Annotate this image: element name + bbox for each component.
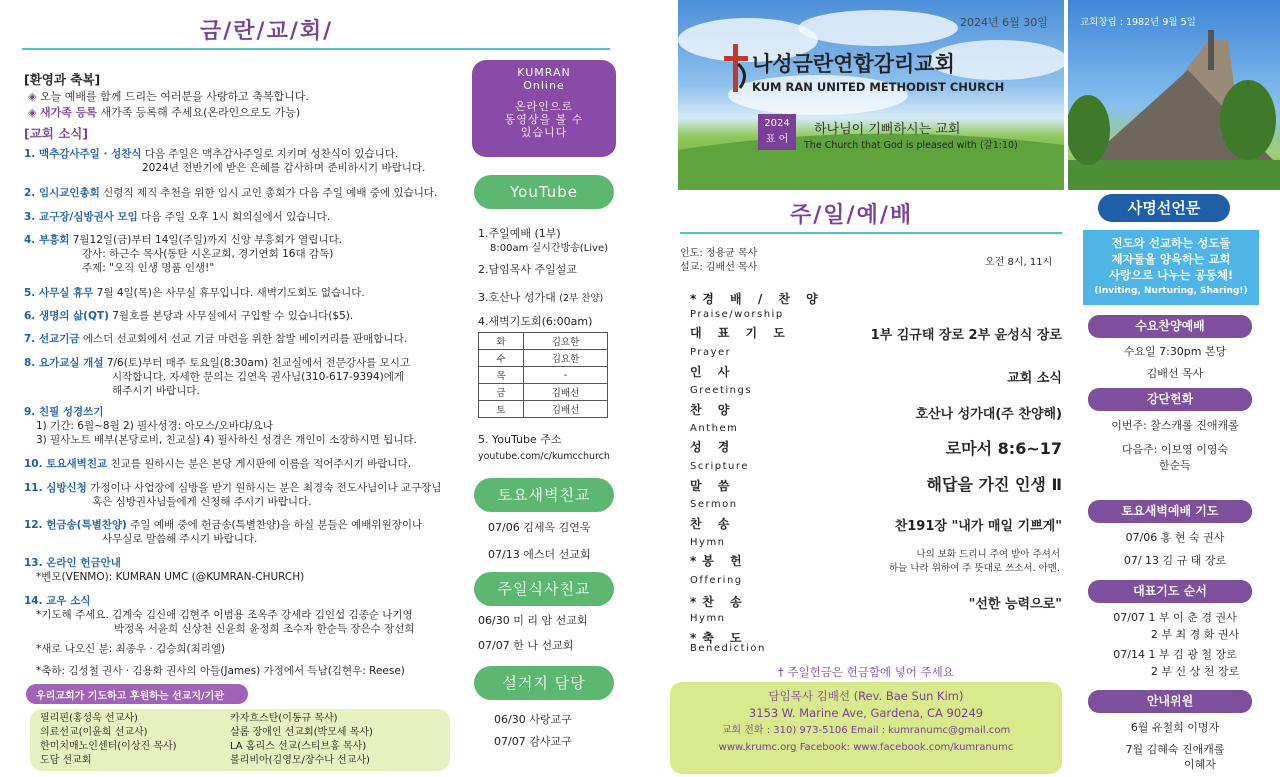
order-praise: *경 배 / 찬 양 (690, 292, 824, 306)
new-family-text: 새가족 등록해 주세요(온라인으로도 가능) (100, 106, 301, 119)
motto-en: The Church that God is pleased with (갈1:10) (804, 140, 1018, 151)
hero-banner (678, 0, 1064, 190)
title-divider (22, 48, 610, 50)
news-item-12: 12. 헌금송(특별찬양) 주일 예배 중에 헌금송(특별찬양)을 하실 분들은 예배위원장이나 사무실로 말씀해 주시기 바랍니다. (24, 519, 423, 545)
pulpit-flowers-pill: 강단헌화 (1088, 388, 1252, 411)
church-name-en: KUM RAN UNITED METHODIST CHURCH (752, 80, 1005, 94)
news-item-11: 11. 심방신청 가정이나 사업장에 심방을 받기 원하시는 분은 최경숙 전도사님이나 교구장님 혹은 심방권사님들에게 신청해 주시기 바랍니다. (24, 482, 442, 508)
order-sermon-value: 해답을 가진 인생 Ⅱ (926, 475, 1062, 494)
diamond-icon: ◈ (28, 90, 37, 103)
rep-prayer-pill: 대표기도 순서 (1088, 580, 1252, 603)
new-family-label: 새가족 등록 (39, 106, 97, 119)
offering-note: † 주일헌금은 헌금함에 넣어 주세요 (778, 665, 954, 679)
yt-item-5: 5. YouTube 주소 (478, 433, 562, 446)
order-prayer-value: 1부 김규태 장로 2부 윤성식 장로 (870, 328, 1062, 343)
worship-divider (680, 232, 1062, 234)
order-anthem: 찬 양 (690, 403, 736, 417)
yt-item-2: 2.담임목사 주일설교 (478, 263, 577, 276)
news-item-10: 10. 토요새벽친교 친교를 원하시는 분은 본당 게시판에 이름을 적어주시기 바랍니다. (24, 458, 412, 470)
news-item-14: 14. 교우 소식 *기도해 주세요. 김계숙 김신애 김현주 이범용 조옥주 강세라 김인섭 김종순 나기영 박정옥 서윤희 신상천 신윤희 윤정희 조수자 한순득 장은수 장선희 (24, 595, 415, 635)
lunch-fellowship-pill: 주일식사친교 (474, 572, 614, 606)
rep-prayer-1: 07/07 1 부 이 춘 경 권사 (1113, 611, 1237, 624)
order-sub: Offering (690, 575, 743, 586)
table-row: 목 - (479, 367, 608, 384)
table-row: 금 김배선 (479, 384, 608, 401)
news-heading: [교회 소식] (24, 126, 89, 141)
congrats: *축하: 김성철 권사 · 김용화 권사의 아들(James) 가정에서 득남(김현우: Reese) (36, 665, 405, 677)
missionary-col-right (230, 712, 373, 768)
church-name: 나성금란연합감리교회 (752, 52, 955, 76)
ushers-july-2: 이혜자 (1184, 758, 1216, 771)
kumran-title2: Online (523, 79, 565, 92)
wed-worship-time: 수요일 7:30pm 본당 (1123, 345, 1227, 358)
order-prayer: 대 표 기 도 (690, 326, 791, 340)
ushers-july: 7월 김혜숙 진애캐롤 (1125, 743, 1225, 756)
senior-pastor: 담임목사 김배선 (Rev. Bae Sun Kim) (768, 689, 964, 703)
order-scripture: 성 경 (690, 440, 736, 454)
missionary-item: 도담 선교회 (40, 755, 92, 766)
order-sub: Hymn (690, 537, 726, 548)
kumran-online-box (472, 60, 616, 157)
missionary-item: 볼리비아(김영모/장수나 선교사) (230, 755, 370, 766)
news-item-1: 1. 맥추감사주일 · 성찬식 다음 주일은 맥추감사주일로 지키며 성찬식이 있습니다. 2024년 전반기에 받은 은혜를 감사하며 준비하시기 바랍니다. (24, 148, 426, 174)
lunch-1: 06/30 미 리 암 선교회 (478, 614, 588, 627)
order-sub: Scripture (690, 461, 749, 472)
church-building-photo (1068, 0, 1280, 190)
worship-title: 주/일/예/배 (790, 203, 914, 228)
news-item-7: 7. 선교기금 에스더 선교회에서 선교 기금 마련을 위한 참발 베이커리를 판매합니다. (24, 333, 408, 345)
dish-1: 06/30 사랑교구 (494, 713, 572, 726)
dawn-prayer-table (478, 332, 608, 418)
pulpit-this-week: 이번주: 찰스캐롤 진애캐롤 (1111, 419, 1239, 432)
church-address: 3153 W. Marine Ave, Gardena, CA 90249 (748, 706, 984, 720)
missionary-item: 의료선교(이윤희 선교사) (40, 727, 148, 738)
yt-item-3: 3.호산나 성가대 (2부 찬양) (478, 291, 604, 304)
mission-statement-head: 사명선언문 (1098, 194, 1230, 222)
news-item-13: 13. 온라인 헌금안내 *벤모(VENMO): KUMRAN UMC (@KUMRAN-CHURCH) (24, 557, 305, 583)
order-closing-hymn: *찬 송 (690, 595, 748, 609)
motto: 하나님이 기뻐하시는 교회 (814, 122, 961, 137)
sat-fellowship-2: 07/13 에스더 선교회 (488, 548, 591, 561)
order-sub: Greetings (690, 385, 753, 396)
welcome-text: 오늘 예배를 함께 드리는 여러분을 사랑하고 축복합니다. (39, 90, 309, 103)
order-sub: Anthem (690, 423, 739, 434)
order-sub: Benediction (690, 643, 766, 654)
missionary-item: 한미치매노인센터(이상진 목사) (40, 741, 177, 752)
church-web-link[interactable]: www.krumc.org Facebook: www.facebook.com/kumranumc (718, 742, 1014, 753)
order-benediction: *축 도 (690, 631, 748, 645)
dishwashing-pill: 설거지 담당 (474, 666, 614, 700)
sat-prayer-1: 07/06 홍 현 숙 권사 (1125, 531, 1225, 544)
rep-prayer-4: 2 부 신 상 천 장로 (1150, 665, 1240, 678)
offering-prayer: 나의 보화 드리니 주여 받아 주셔서 하늘 나라 위하여 주 뜻대로 쓰소서. 아멘. (889, 549, 1060, 574)
news-item-8: 8. 요가교실 개설 7/6(토)부터 매주 토요일(8:30am) 친교실에서 전문강사를 모시고 시작합니다. 자세한 문의는 김연옥 권사님(310-617-9394)에게 해주시기 바랍니다. (24, 357, 411, 397)
missionary-item: 살롬 장애인 선교회(박모세 목사) (230, 727, 373, 738)
news-item-4: 4. 부흥회 7월12일(금)부터 14일(주일)까지 신앙 부흥회가 열립니다. 강사: 하근수 목사(동탄 시온교회, 경기연회 16대 감독) 주제: "오직 인생 명품 인생!" (24, 234, 343, 274)
ushers-june: 6월 유철희 이명자 (1130, 721, 1220, 734)
order-offering: *봉 헌 (690, 554, 748, 568)
table-row: 수 김요한 (479, 350, 608, 367)
worship-time: 오전 8시, 11시 (985, 257, 1053, 268)
kumran-text: 있습니다 (520, 126, 568, 139)
news-item-9: 9. 친필 성경쓰기 1) 기간: 6월~8월 2) 필사성경: 아모스/오바댜/요나 3) 필사노트 배부(본당로비, 친교실) 4) 필사하신 성경은 개인이 소장하시면 됩니다. (24, 406, 417, 446)
missionary-list (30, 709, 450, 771)
wed-worship-pill: 수요찬양예배 (1088, 315, 1252, 338)
mission-statement: 전도와 선교하는 성도들 제자들을 양육하는 교회 사랑으로 나누는 공동체! (Inviting, Nurturing, Sharing!) (1083, 230, 1259, 305)
missionary-item: 카자흐스탄(이동규 목사) (230, 713, 338, 724)
sat-fellowship-pill: 토요새벽친교 (474, 478, 614, 512)
welcome-line1 (28, 88, 309, 104)
pulpit-next-week-2: 한순득 (1159, 459, 1191, 472)
kumran-text: 동영상을 볼 수 (504, 113, 584, 126)
church-building-image (1068, 0, 1280, 190)
left-title: 금/란/교/회/ (200, 19, 334, 44)
order-closing-hymn-value: "선한 능력으로" (968, 597, 1062, 612)
table-row: 토 김배선 (479, 401, 608, 418)
order-hymn-value: 찬191장 "내가 매일 기쁘게" (894, 519, 1062, 534)
kumran-title: KUMRAN (517, 66, 571, 79)
pulpit-next-week: 다음주: 이보영 이영숙 (1121, 443, 1229, 456)
order-sub: Hymn (690, 613, 726, 624)
bulletin-date: 2024년 6월 30일 (960, 16, 1048, 29)
leader: 인도: 정용균 목사 (680, 248, 758, 259)
lunch-2: 07/07 한 나 선교회 (478, 639, 574, 652)
preacher: 설교: 김배선 목사 (680, 262, 758, 273)
welcome-line2 (28, 104, 300, 120)
church-contact-box (670, 682, 1062, 774)
news-item-5: 5. 사무실 휴무 7월 4일(목)은 사무실 휴무입니다. 새벽기도회도 없습니다. (24, 287, 365, 299)
missionary-item: 필리핀(홍성욱 선교사) (40, 713, 138, 724)
rep-prayer-3: 07/14 1 부 김 광 철 장로 (1113, 648, 1237, 661)
order-hymn: 찬 송 (690, 517, 736, 531)
worship-leaders (680, 247, 757, 275)
youtube-pill: YouTube (474, 175, 614, 209)
order-sub: Sermon (690, 499, 738, 510)
news-item-6: 6. 생명의 삶(QT) 7월호를 본당과 사무실에서 구입할 수 있습니다($5). (24, 310, 354, 322)
church-contact: 교회 전화 : 310) 973-5106 Email : kumranumc@gmail.com (721, 725, 1011, 736)
sat-fellowship-1: 07/06 김세옥 김연욱 (488, 521, 591, 534)
order-greetings-value: 교회 소식 (1007, 371, 1062, 386)
order-anthem-value: 호산나 성가대(주 찬양해) (915, 407, 1062, 422)
dish-2: 07/07 감사교구 (494, 735, 572, 748)
sat-prayer-2: 07/ 13 김 규 태 장로 (1123, 554, 1227, 567)
rep-prayer-2: 2 부 최 경 화 권사 (1150, 628, 1240, 641)
table-row: 화 김요한 (479, 333, 608, 350)
motto-badge: 2024 표 어 (758, 114, 796, 150)
news-item-2: 2. 임시교인총회 신령직 제직 추천을 위한 임시 교인 총회가 다음 주일 예배 중에 있습니다. (24, 187, 438, 199)
yt-item-4: 4.새벽기도회(6:00am) (478, 315, 593, 328)
order-sub: Prayer (690, 347, 732, 358)
ushers-pill: 안내위원 (1088, 690, 1252, 713)
order-sub: Praise/worship (690, 309, 784, 320)
wed-worship-pastor: 김배선 목사 (1146, 367, 1204, 380)
founded-date: 교회창립 : 1982년 9월 5일 (1080, 17, 1196, 28)
diamond-icon: ◈ (28, 106, 37, 119)
order-sermon: 말 씀 (690, 479, 736, 493)
kumran-text: 온라인으로 (514, 100, 574, 113)
youtube-url-link[interactable]: youtube.com/c/kumcchurch (478, 451, 610, 462)
new-members: *새로 나오신 분: 최종우 · 김승희(최리엘) (36, 643, 226, 655)
order-greetings: 인 사 (690, 365, 736, 379)
mission-support-title: 우리교회가 기도하고 후원하는 선교지/기관 (26, 684, 248, 704)
sat-prayer-pill: 토요새벽예배 기도 (1088, 500, 1252, 523)
missionary-col-left (40, 712, 177, 768)
news-item-3: 3. 교구장/심방권사 모임 다음 주일 오후 1시 회의실에서 있습니다. (24, 211, 331, 223)
missionary-item: LA 홈리스 선교(스티브홍 목사) (230, 741, 367, 752)
order-scripture-value: 로마서 8:6~17 (945, 439, 1062, 458)
yt-item-1: 1.주일예배 (1부) 8:00am 실시간방송(Live) (478, 227, 609, 254)
cross-icon (722, 44, 750, 95)
welcome-heading: [환영과 축복] (24, 72, 101, 87)
